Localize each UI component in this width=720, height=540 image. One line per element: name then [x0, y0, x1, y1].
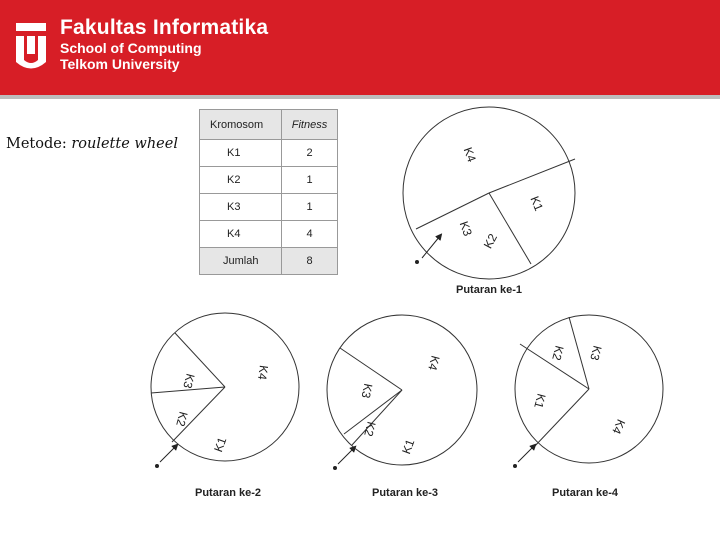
wheel-1-label-k2: K2 — [480, 231, 501, 251]
table-cell-fitness: 2 — [282, 140, 338, 167]
wheel-1-label-k4: K4 — [460, 145, 479, 164]
wheel-3-label-k3: K3 — [358, 382, 376, 400]
wheel-3-label-k1: K1 — [399, 437, 418, 456]
column-header-fitness: Fitness — [282, 110, 338, 140]
faculty-title: Fakultas Informatika — [60, 16, 269, 39]
wheel-4-caption: Putaran ke-4 — [551, 487, 619, 499]
table-total-label: Jumlah — [200, 248, 282, 275]
school-subtitle: School of Computing — [60, 40, 202, 56]
table-cell-name: K3 — [200, 194, 282, 221]
wheel-1-label-k1: K1 — [527, 194, 546, 213]
wheel-4-label-k1: K1 — [531, 392, 549, 410]
table-cell-fitness: 1 — [282, 194, 338, 221]
wheel-2-label-k1: K1 — [211, 435, 230, 454]
wheel-3-label-k2: K2 — [361, 420, 379, 438]
table-cell-fitness: 4 — [282, 221, 338, 248]
table-cell-name: K4 — [200, 221, 282, 248]
wheel-2-label-k2: K2 — [173, 410, 191, 428]
wheel-2-label-k3: K3 — [180, 372, 198, 390]
method-prefix: Metode: — [6, 136, 67, 152]
wheel-2-label-k4: K4 — [255, 364, 271, 381]
wheel-3-label-k4: K4 — [425, 354, 443, 372]
wheel-2-caption: Putaran ke-2 — [194, 487, 262, 499]
wheel-3-caption: Putaran ke-3 — [371, 487, 439, 499]
table-total-value: 8 — [282, 248, 338, 275]
table-cell-fitness: 1 — [282, 167, 338, 194]
table-cell-name: K1 — [200, 140, 282, 167]
column-header-kromosom: Kromosom — [200, 110, 282, 140]
method-name: roulette wheel — [71, 136, 178, 152]
wheel-1-label-k3: K3 — [456, 219, 475, 238]
table-cell-name: K2 — [200, 167, 282, 194]
wheel-4-label-k3: K3 — [587, 344, 605, 362]
wheel-4-label-k2: K2 — [549, 344, 567, 362]
roulette-wheel-1 — [403, 107, 575, 279]
university-subtitle: Telkom University — [60, 56, 180, 72]
wheel-1-caption: Putaran ke-1 — [455, 284, 523, 296]
wheel-4-label-k4: K4 — [609, 417, 629, 437]
